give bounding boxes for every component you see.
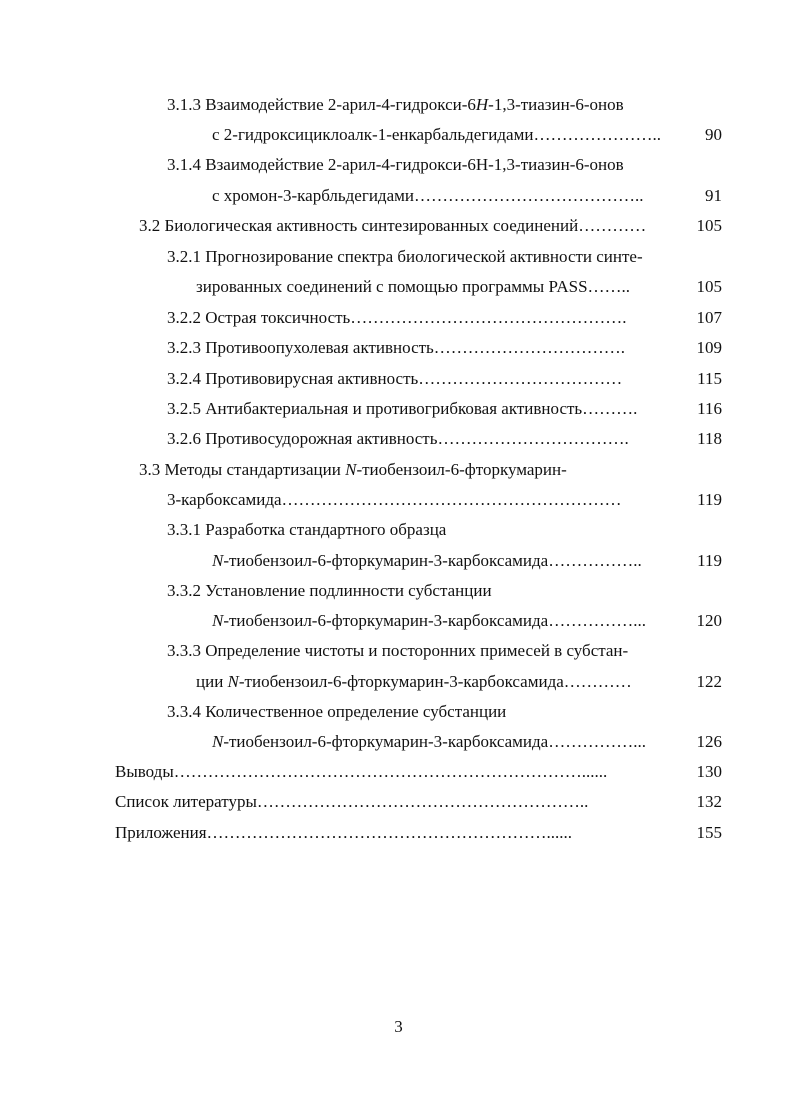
toc-entry-title: 3.2.5 Антибактериальная и противогрибковая активность………. bbox=[167, 399, 638, 418]
toc-entry-title: 3.2 Биологическая активность синтезированных соединений………… bbox=[139, 216, 647, 235]
toc-entry-title: 3.1.3 Взаимодействие 2-арил-4-гидрокси-6H-1,3-тиазин-6-онов bbox=[167, 95, 624, 114]
toc-page-number: 155 bbox=[696, 823, 722, 842]
toc-entry-3-1-4-line-1 bbox=[0, 150, 797, 180]
toc-entry-3-2-5 bbox=[0, 394, 797, 424]
toc-entry-title: N-тиобензоил-6-фторкумарин-3-карбоксамида……………... bbox=[212, 611, 646, 630]
toc-page-number: 91 bbox=[705, 186, 722, 205]
toc-entry-title: с 2-гидроксициклоалк-1-енкарбальдегидами………………….. bbox=[212, 125, 661, 144]
toc-page-number: 109 bbox=[696, 338, 722, 357]
toc-entry-conclusions bbox=[0, 757, 797, 787]
toc-page-number: 130 bbox=[696, 762, 722, 781]
toc-page-number: 118 bbox=[697, 429, 722, 448]
toc-entry-appendices bbox=[0, 818, 797, 848]
toc-entry-title: 3.3.2 Установление подлинности субстанции bbox=[167, 581, 492, 600]
toc-entry-title: N-тиобензоил-6-фторкумарин-3-карбоксамида……………... bbox=[212, 732, 646, 751]
toc-entry-3-2-1-line-1 bbox=[0, 242, 797, 272]
toc-entry-title: 3.2.4 Противовирусная активность……………………………… bbox=[167, 369, 623, 388]
toc-entry-title: 3.2.6 Противосудорожная активность……………………………. bbox=[167, 429, 629, 448]
toc-entry-title: зированных соединений с помощью программы PASS…….. bbox=[196, 277, 631, 296]
toc-entry-title: ции N-тиобензоил-6-фторкумарин-3-карбоксамида………… bbox=[196, 672, 632, 691]
page-number: 3 bbox=[394, 1017, 403, 1036]
toc-page-number: 132 bbox=[696, 792, 722, 811]
toc-entry-3-2-2 bbox=[0, 303, 797, 333]
toc-entry-title: Список литературы………………………………………………….. bbox=[115, 792, 589, 811]
toc-entry-title: 3-карбоксамида…………………………………………………… bbox=[167, 490, 622, 509]
toc-page-number: 116 bbox=[697, 399, 722, 418]
toc-entry-3-3-2-line-2 bbox=[0, 606, 797, 636]
toc-entry-3-3-line-2 bbox=[0, 485, 797, 515]
toc-entry-title: 3.3.3 Определение чистоты и посторонних примесей в субстан- bbox=[167, 641, 629, 660]
toc-entry-3-2-6 bbox=[0, 424, 797, 454]
toc-page-number: 105 bbox=[696, 277, 722, 296]
toc-entry-3-3-1-line-2 bbox=[0, 546, 797, 576]
toc-entry-3-1-3-line-1 bbox=[0, 90, 797, 120]
toc-entry-title: Приложения……………………………………………………...... bbox=[115, 823, 573, 842]
toc-entry-3-1-3-line-2 bbox=[0, 120, 797, 150]
toc-page-number: 90 bbox=[705, 125, 722, 144]
toc-entry-references bbox=[0, 787, 797, 817]
toc-page-number: 122 bbox=[696, 672, 722, 691]
toc-entry-title: N-тиобензоил-6-фторкумарин-3-карбоксамида…………….. bbox=[212, 551, 642, 570]
toc-entry-title: 3.1.4 Взаимодействие 2-арил-4-гидрокси-6H-1,3-тиазин-6-онов bbox=[167, 155, 624, 174]
toc-entry-title: 3.2.2 Острая токсичность…………………………………………. bbox=[167, 308, 627, 327]
toc-entry-3-2-4 bbox=[0, 364, 797, 394]
toc-page-number: 119 bbox=[697, 490, 722, 509]
toc-entry-3-3-1-line-1 bbox=[0, 515, 797, 545]
toc-entry-3-3-line-1 bbox=[0, 455, 797, 485]
toc-page-number: 119 bbox=[697, 551, 722, 570]
toc-entry-title: 3.3.4 Количественное определение субстанции bbox=[167, 702, 507, 721]
toc-entry-3-2-3 bbox=[0, 333, 797, 363]
toc-page-number: 126 bbox=[696, 732, 722, 751]
toc-entry-3-3-4-line-2 bbox=[0, 727, 797, 757]
toc-entry-title: 3.2.3 Противоопухолевая активность……………………………. bbox=[167, 338, 626, 357]
toc-entry-title: Выводы………………………………………………………………...... bbox=[115, 762, 608, 781]
toc-entry-title: 3.2.1 Прогнозирование спектра биологической активности синте- bbox=[167, 247, 643, 266]
toc-entry-3-1-4-line-2 bbox=[0, 181, 797, 211]
toc-entry-3-2-1-line-2 bbox=[0, 272, 797, 302]
toc-page-number: 107 bbox=[696, 308, 722, 327]
toc-page-number: 115 bbox=[697, 369, 722, 388]
toc-entry-title: 3.3 Методы стандартизации N-тиобензоил-6-фторкумарин- bbox=[139, 460, 567, 479]
toc-page-number: 120 bbox=[696, 611, 722, 630]
toc-entry-3-3-3-line-2 bbox=[0, 667, 797, 697]
toc-entry-title: 3.3.1 Разработка стандартного образца bbox=[167, 520, 447, 539]
toc-entry-3-3-3-line-1 bbox=[0, 636, 797, 666]
toc-entry-3-3-4-line-1 bbox=[0, 697, 797, 727]
toc-page-number: 105 bbox=[696, 216, 722, 235]
toc-entry-3-2 bbox=[0, 211, 797, 241]
toc-entry-title: с хромон-3-карбльдегидами………………………………….. bbox=[212, 186, 644, 205]
toc-entry-3-3-2-line-1 bbox=[0, 576, 797, 606]
